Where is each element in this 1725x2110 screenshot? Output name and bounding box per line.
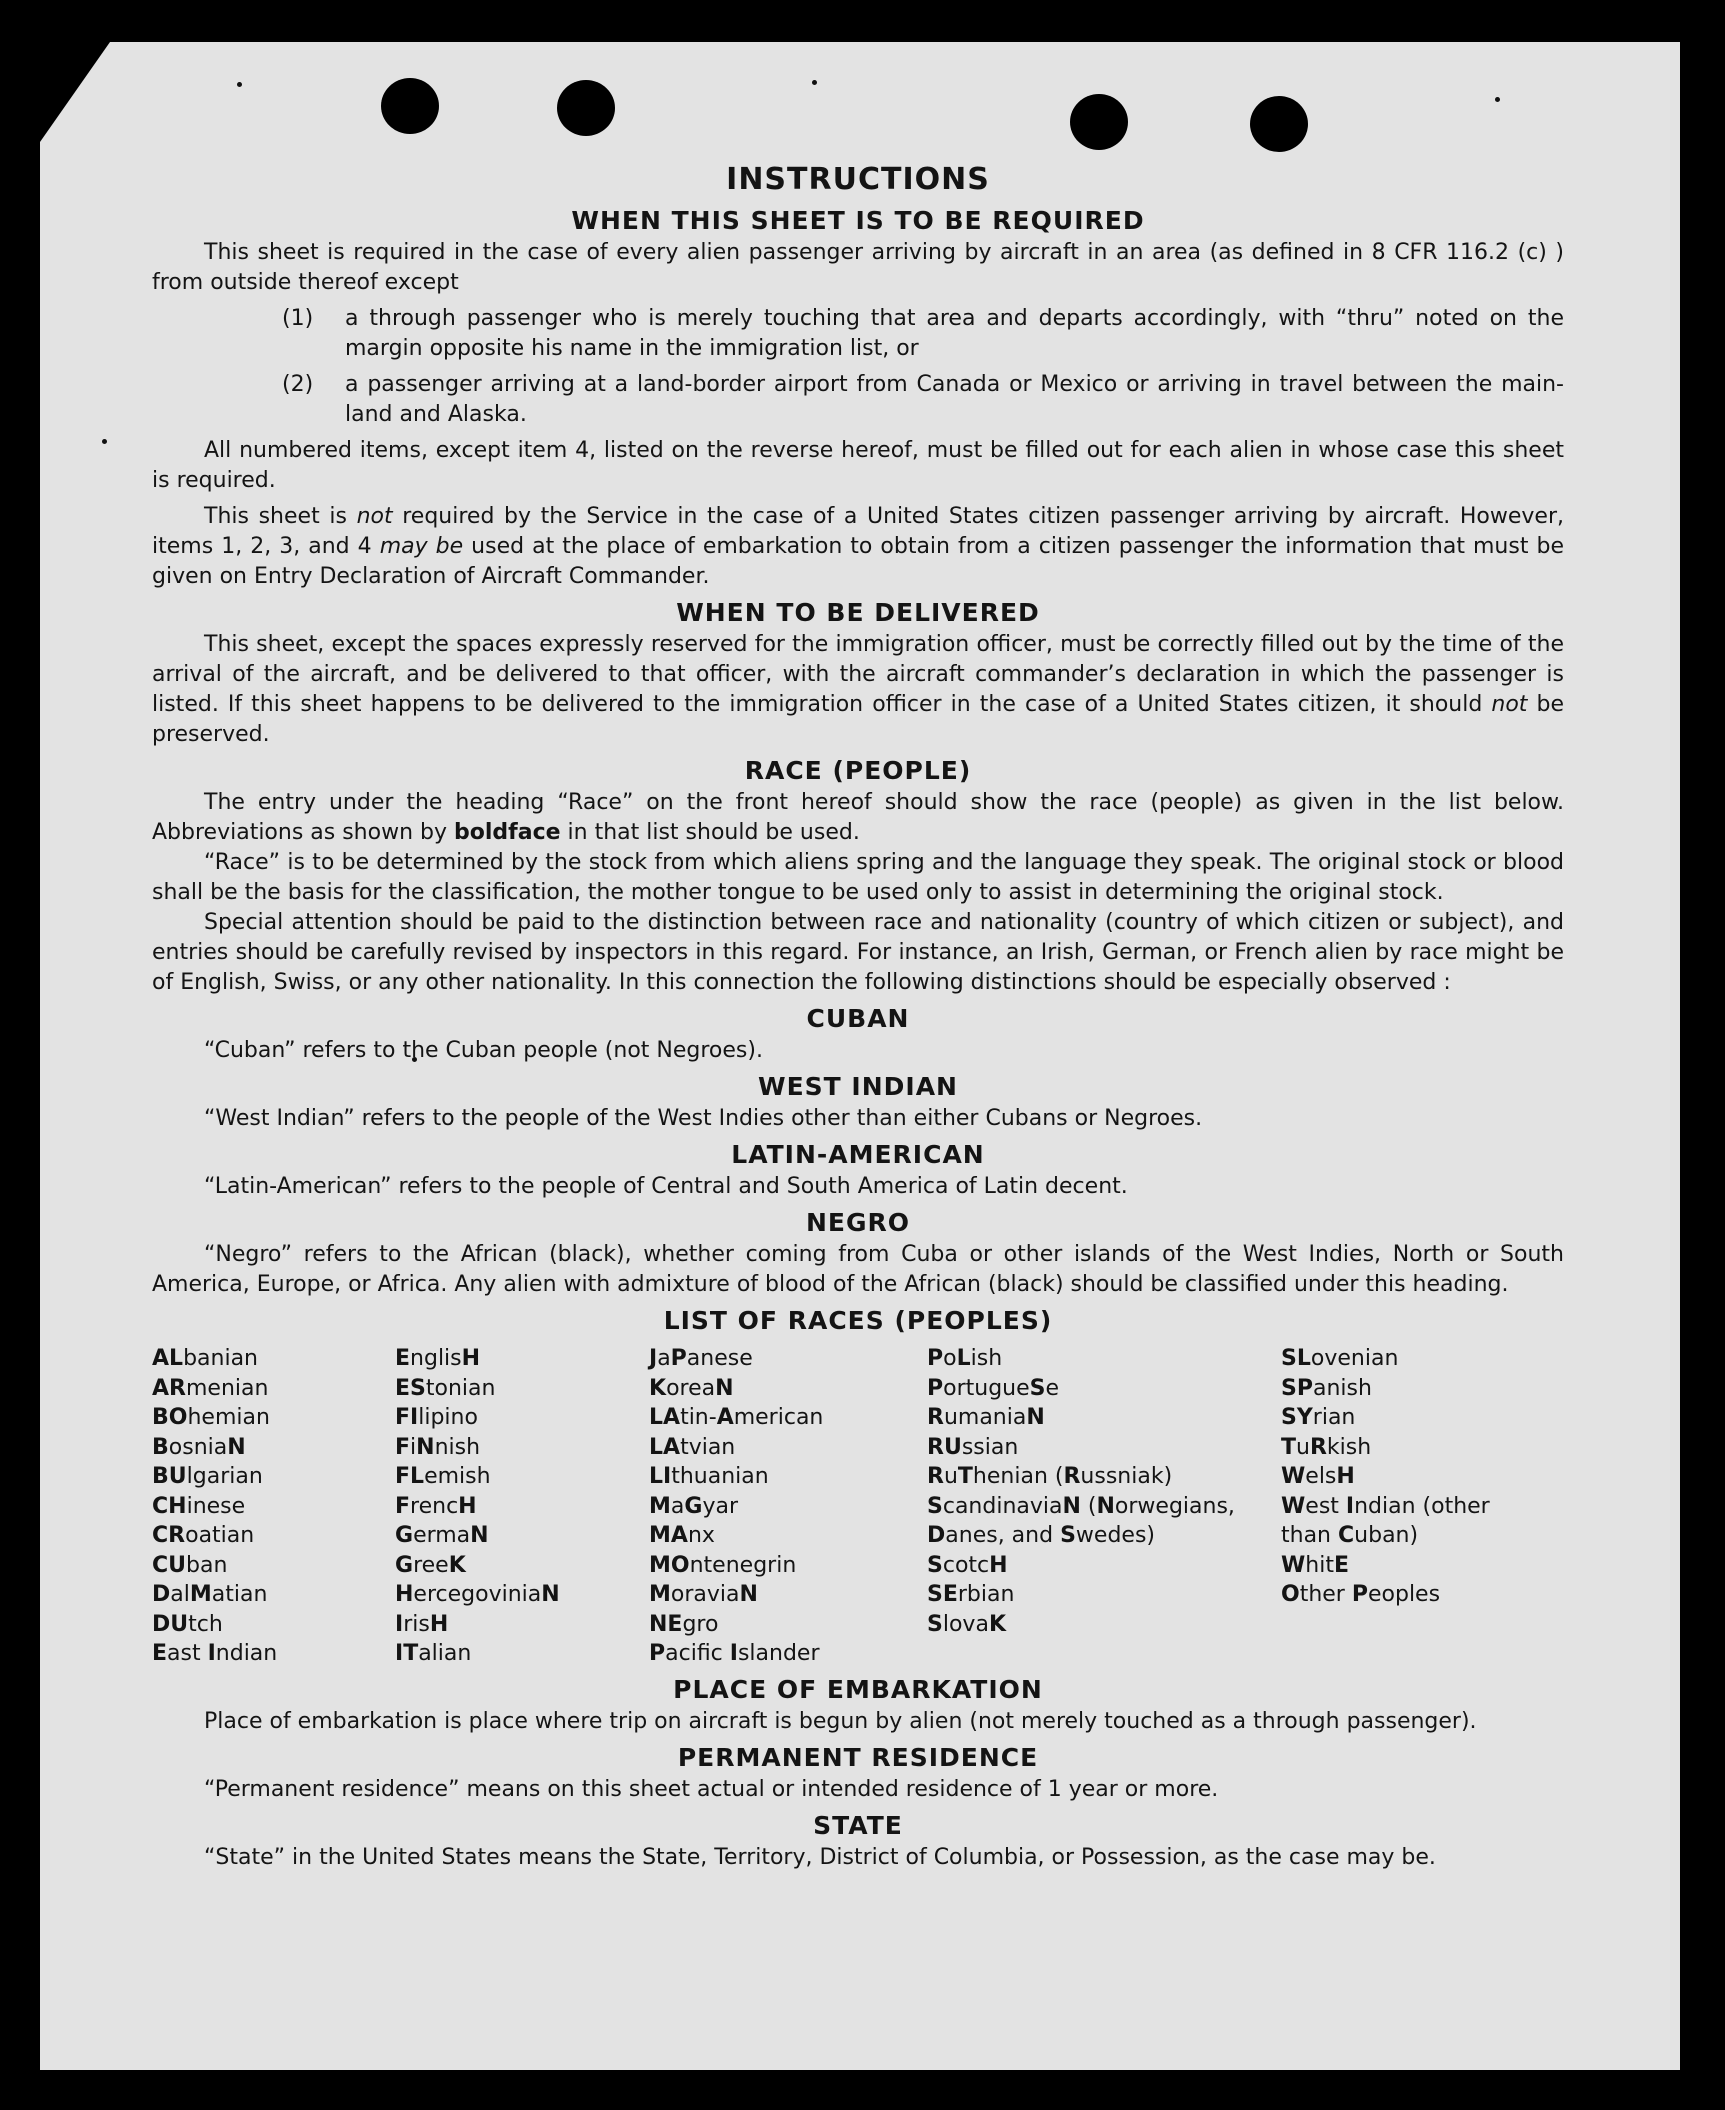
race-entry: HercegoviniaN xyxy=(395,1582,560,1607)
paragraph: The entry under the heading “Race” on the front hereof should show the race (people) as given in the list below. Abbreviations as shown by boldface in that list should be used. xyxy=(152,790,1564,845)
race-entry: MOntenegrin xyxy=(649,1552,797,1578)
race-entry: LAtin-American xyxy=(649,1405,824,1430)
race-entry: MAnx xyxy=(649,1523,715,1548)
race-column xyxy=(1281,1344,1561,1669)
paragraph: This sheet, except the spaces expressly reserved for the immigration officer, must be correctly filled out by the time of the arrival of the aircraft, and be delivered to that officer, with the aircraft commander’s declaration in which the passenger is listed. If this sheet happens to be delivered to the immigration officer in the case of a United States citizen, it should not be preserved. xyxy=(152,632,1564,747)
race-entry: JaPanese xyxy=(649,1346,753,1371)
race-entry: CRoatian xyxy=(152,1523,255,1548)
race-entry: PortugueSe xyxy=(927,1375,1060,1401)
race-entry: DUtch xyxy=(152,1611,223,1637)
paragraph: “State” in the United States means the State, Territory, District of Columbia, or Possession, as the case may be. xyxy=(204,1844,1436,1870)
race-entry: RumaniaN xyxy=(927,1405,1045,1430)
race-entry: FrencH xyxy=(395,1493,477,1519)
race-entry: GermaN xyxy=(395,1523,489,1548)
paragraph: All numbered items, except item 4, listed on the reverse hereof, must be filled out for each alien in whose case this sheet is required. xyxy=(152,438,1564,493)
exception-text: a through passenger who is merely touching that area and departs accordingly, with “thru” noted on the margin opposite his name in the immigration list, or xyxy=(345,306,1564,361)
heading-list-of-races: LIST OF RACES (PEOPLES) xyxy=(663,1306,1053,1335)
heading-latin-american: LATIN-AMERICAN xyxy=(731,1140,985,1169)
races-list xyxy=(152,1344,1564,1669)
race-entry: BosniaN xyxy=(152,1434,246,1460)
paragraph: “Permanent residence” means on this sheet actual or intended residence of 1 year or more. xyxy=(204,1776,1219,1802)
race-entry: LIthuanian xyxy=(649,1464,769,1489)
instructions-content xyxy=(152,160,1564,1873)
paragraph: “West Indian” refers to the people of the West Indies other than either Cubans or Negroes. xyxy=(204,1106,1203,1131)
paragraph: Special attention should be paid to the distinction between race and nationality (country of which citizen or subject), and entries should be carefully revised by inspectors in this regard. For instance, an Irish, German, or French alien by race might be of English, Swiss, or any other nationality. In this connection the following distinctions should be especially observed : xyxy=(152,910,1564,995)
race-entry: RUssian xyxy=(927,1434,1019,1460)
race-entry: Other Peoples xyxy=(1281,1582,1441,1607)
paragraph: “Negro” refers to the African (black), whether coming from Cuba or other islands of the West Indies, North or South America, Europe, or Africa. Any alien with admixture of blood of the African (black) should be classified under this heading. xyxy=(152,1242,1564,1297)
speck xyxy=(237,82,242,87)
heading-cuban: CUBAN xyxy=(806,1004,910,1033)
race-group xyxy=(1281,1344,1561,1492)
heading-when-required: WHEN THIS SHEET IS TO BE REQUIRED xyxy=(571,206,1145,235)
race-entry: Pacific Islander xyxy=(649,1641,820,1666)
paragraph: “Cuban” refers to the Cuban people (not Negroes). xyxy=(204,1038,763,1063)
race-entry: PoLish xyxy=(927,1346,1003,1371)
race-entry: EnglisH xyxy=(395,1346,481,1371)
punch-hole xyxy=(557,80,615,136)
heading-embarkation: PLACE OF EMBARKATION xyxy=(673,1674,1043,1704)
race-entry: ITalian xyxy=(395,1641,472,1666)
race-entry: LAtvian xyxy=(649,1434,736,1460)
exception-item xyxy=(282,304,1564,364)
paragraph: This sheet is not required by the Service in the case of a United States citizen passenger arriving by aircraft. However, items 1, 2, 3, and 4 may be used at the place of embarkation to obtain from a citizen passenger the information that must be given on Entry Declaration of Aircraft Commander. xyxy=(152,504,1564,589)
race-column xyxy=(649,1344,927,1669)
exception-number: (2) xyxy=(282,372,314,397)
race-entry: CHinese xyxy=(152,1493,246,1519)
race-entry: CUban xyxy=(152,1552,228,1578)
race-entry: FIlipino xyxy=(395,1405,478,1430)
race-entry: ScandinaviaN (Norwegians, Danes, and Swedes) xyxy=(927,1493,1235,1548)
race-column xyxy=(395,1344,649,1669)
race-entry: ARmenian xyxy=(152,1375,269,1401)
race-entry: KoreaN xyxy=(649,1375,734,1401)
exception-item xyxy=(282,370,1564,430)
race-entry: BUlgarian xyxy=(152,1464,263,1489)
page-title: INSTRUCTIONS xyxy=(726,162,990,197)
race-entry: West Indian (other than Cuban) xyxy=(1281,1493,1490,1548)
heading-state: STATE xyxy=(813,1810,903,1840)
race-entry: GreeK xyxy=(395,1552,466,1578)
race-entry: FLemish xyxy=(395,1464,491,1489)
speck xyxy=(812,80,817,85)
race-entry: WelsH xyxy=(1281,1464,1355,1489)
paragraph: This sheet is required in the case of every alien passenger arriving by aircraft in an area (as defined in 8 CFR 116.2 (c) ) from outside thereof except xyxy=(152,240,1564,295)
race-entry: ALbanian xyxy=(152,1346,258,1371)
race-column xyxy=(152,1344,395,1669)
race-group xyxy=(927,1344,1281,1492)
race-entry: TuRkish xyxy=(1281,1434,1372,1460)
exception-number: (1) xyxy=(282,306,314,331)
punch-hole xyxy=(1250,96,1308,152)
heading-race: RACE (PEOPLE) xyxy=(744,756,972,785)
punch-hole xyxy=(1070,94,1128,150)
paragraph: “Race” is to be determined by the stock from which aliens spring and the language they speak. The original stock or blood shall be the basis for the classification, the mother tongue to be used only to assist in determining the original stock. xyxy=(152,850,1564,905)
race-entry: East Indian xyxy=(152,1641,278,1666)
heading-west-indian: WEST INDIAN xyxy=(758,1072,958,1101)
race-entry: FiNnish xyxy=(395,1434,481,1460)
race-entry: EStonian xyxy=(395,1375,496,1401)
speck xyxy=(102,439,107,444)
race-entry: SYrian xyxy=(1281,1405,1356,1430)
paragraph: “Latin-American” refers to the people of Central and South America of Latin decent. xyxy=(204,1174,1128,1199)
punch-hole xyxy=(381,78,439,134)
race-entry: IrisH xyxy=(395,1611,449,1637)
paragraph: Place of embarkation is place where trip on aircraft is begun by alien (not merely touched as a through passenger). xyxy=(204,1708,1477,1734)
race-entry: SErbian xyxy=(927,1582,1015,1607)
race-entry: RuThenian (Russniak) xyxy=(927,1464,1173,1489)
race-entry: SLovenian xyxy=(1281,1346,1399,1371)
race-entry: NEgro xyxy=(649,1611,719,1637)
heading-residence: PERMANENT RESIDENCE xyxy=(677,1742,1039,1772)
heading-negro: NEGRO xyxy=(805,1208,911,1237)
race-column xyxy=(927,1344,1281,1669)
race-entry: ScotcH xyxy=(927,1552,1008,1578)
race-group xyxy=(1281,1551,1561,1610)
exception-text: a passenger arriving at a land-border airport from Canada or Mexico or arriving in travel between the main-land and Alaska. xyxy=(345,372,1564,427)
race-group xyxy=(927,1551,1281,1640)
race-entry: DalMatian xyxy=(152,1582,268,1607)
race-entry: SPanish xyxy=(1281,1375,1372,1401)
race-entry: SlovaK xyxy=(927,1611,1006,1637)
heading-when-delivered: WHEN TO BE DELIVERED xyxy=(676,598,1040,627)
race-entry: BOhemian xyxy=(152,1405,270,1430)
race-entry: MoraviaN xyxy=(649,1582,758,1607)
race-entry: MaGyar xyxy=(649,1493,738,1519)
race-entry: WhitE xyxy=(1281,1552,1349,1578)
speck xyxy=(1495,97,1500,102)
